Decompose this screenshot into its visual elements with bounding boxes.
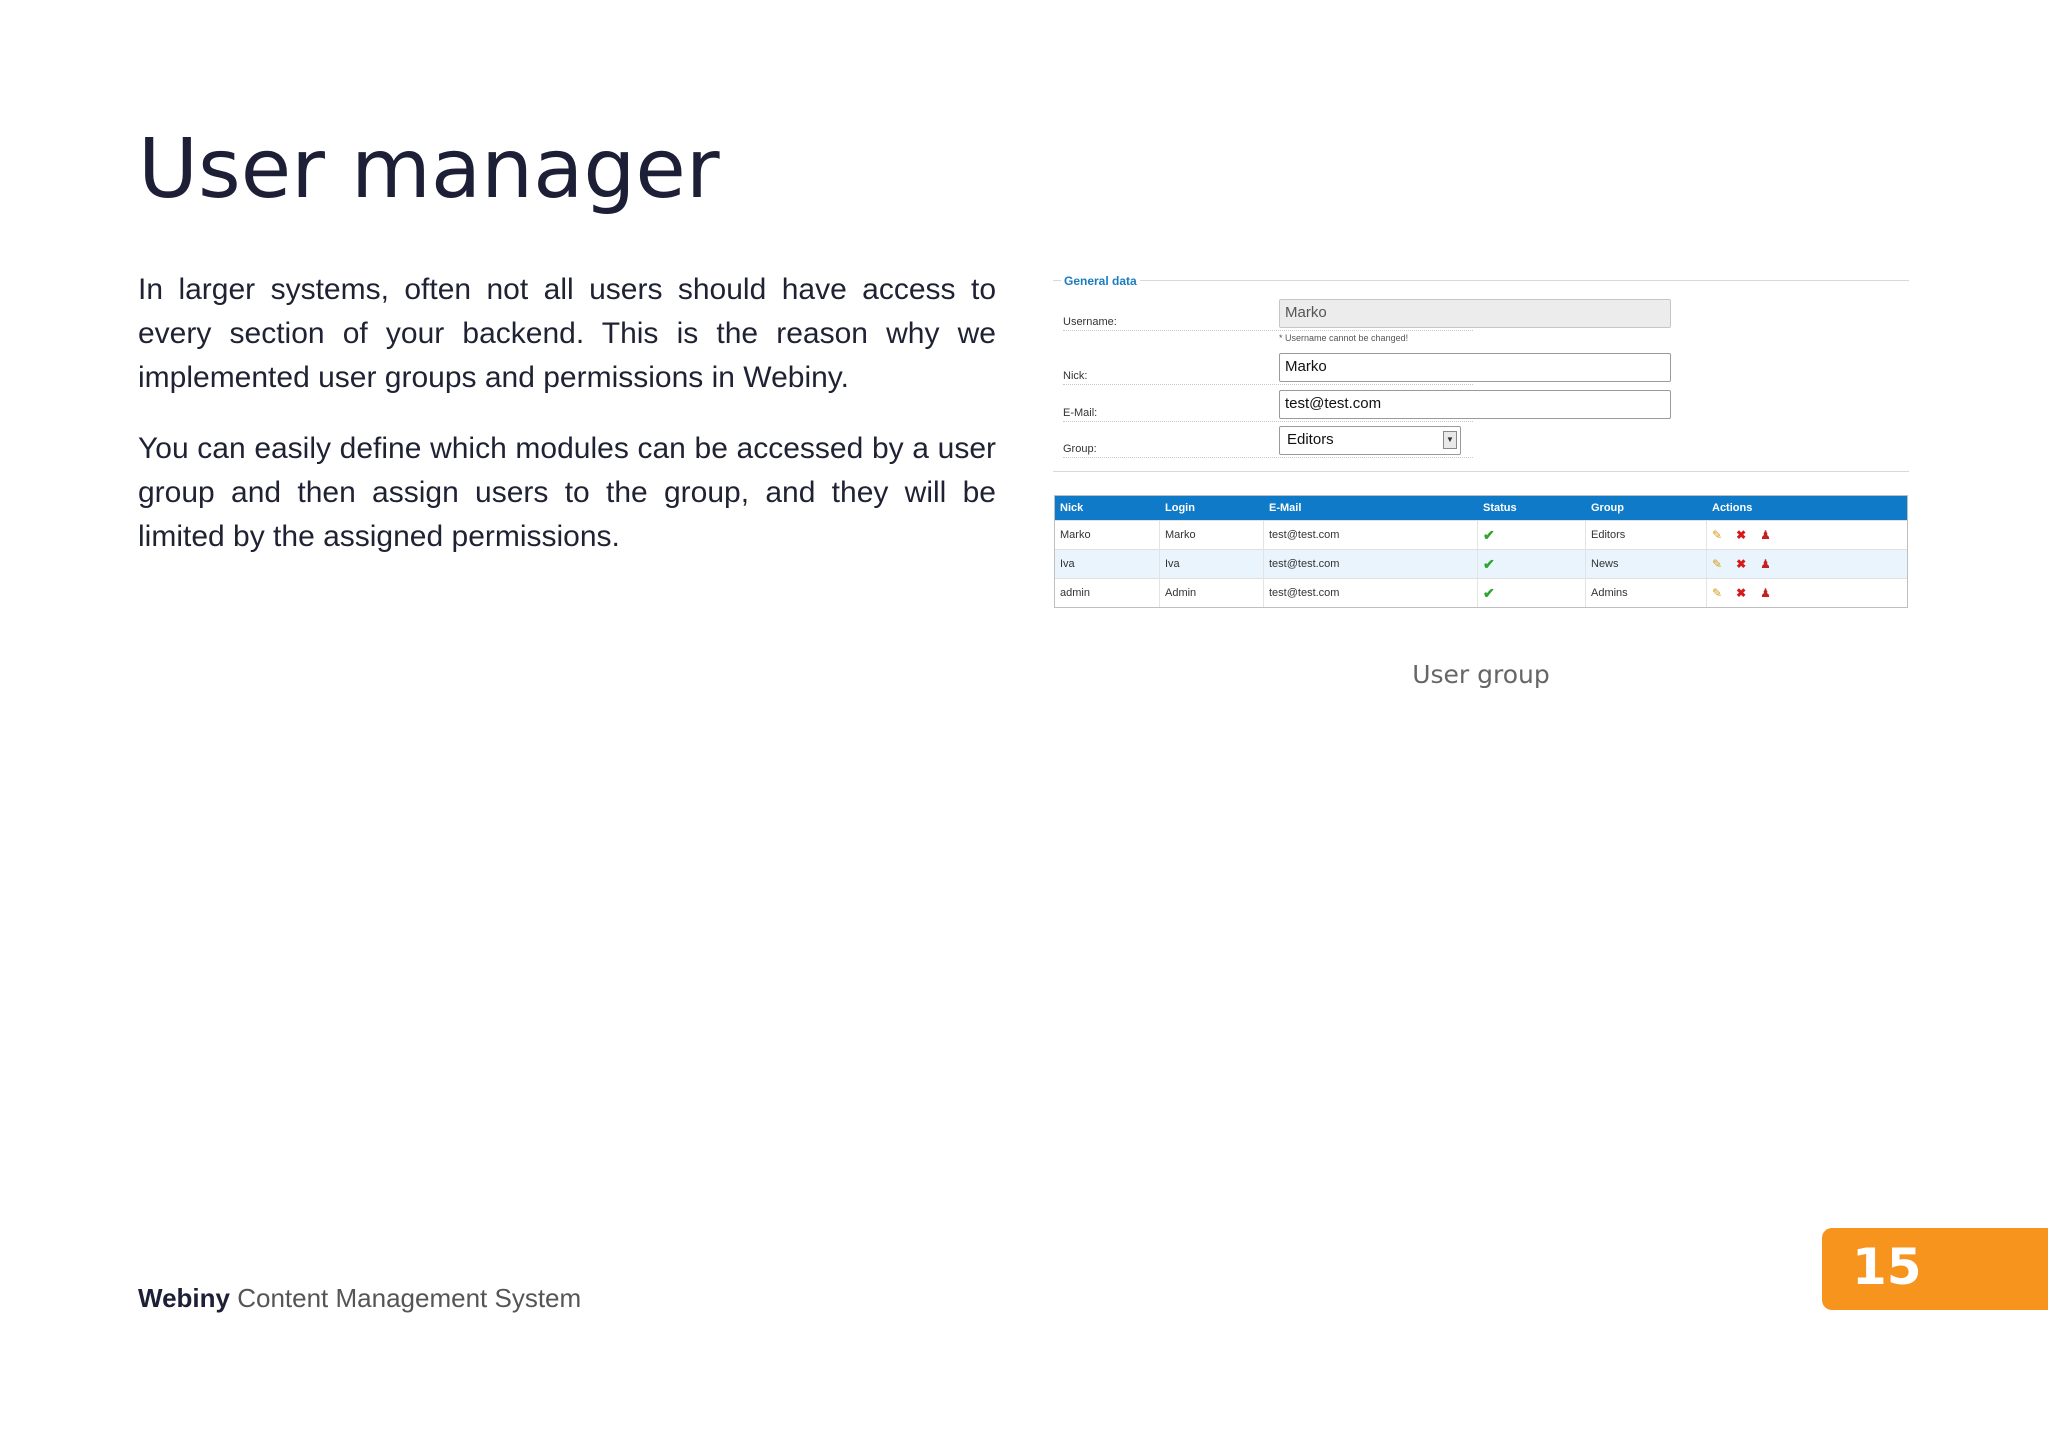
cell-nick: admin	[1055, 579, 1160, 607]
cell-actions	[1707, 579, 1907, 607]
column-header-status[interactable]: Status	[1483, 502, 1517, 514]
footer-text: Content Management System	[229, 1283, 582, 1313]
cell-login: Admin	[1160, 579, 1264, 607]
column-header-login[interactable]: Login	[1165, 502, 1195, 514]
cell-email: test@test.com	[1264, 579, 1478, 607]
edit-icon[interactable]: ✎	[1712, 528, 1723, 542]
general-data-fieldset	[1053, 274, 1909, 472]
user-permissions-icon[interactable]: ♟	[1760, 528, 1771, 542]
check-icon: ✔	[1483, 584, 1495, 601]
delete-icon[interactable]: ✖	[1736, 528, 1747, 542]
users-table	[1054, 495, 1908, 608]
cell-nick: Iva	[1055, 550, 1160, 578]
cell-nick: Marko	[1055, 521, 1160, 549]
nick-row	[1053, 353, 1909, 385]
fieldset-legend: General data	[1061, 274, 1140, 288]
check-icon: ✔	[1483, 526, 1495, 543]
cell-email: test@test.com	[1264, 521, 1478, 549]
email-input[interactable]: test@test.com	[1279, 390, 1671, 419]
group-select[interactable]	[1279, 426, 1461, 455]
username-row	[1053, 299, 1909, 331]
cell-group: News	[1586, 550, 1707, 578]
cell-email: test@test.com	[1264, 550, 1478, 578]
cell-actions	[1707, 521, 1907, 549]
cell-login: Iva	[1160, 550, 1264, 578]
column-header-group[interactable]: Group	[1591, 502, 1624, 514]
footer	[138, 1283, 581, 1314]
table-row[interactable]	[1055, 578, 1907, 607]
group-row	[1053, 426, 1909, 458]
figure-caption: User group	[1412, 660, 1550, 689]
footer-brand: Webiny	[138, 1283, 230, 1313]
cell-status	[1478, 521, 1586, 549]
cell-group: Admins	[1586, 579, 1707, 607]
check-icon: ✔	[1483, 555, 1495, 572]
table-header	[1055, 496, 1907, 520]
page-number-badge	[1822, 1228, 2048, 1310]
delete-icon[interactable]: ✖	[1736, 586, 1747, 600]
page-number: 15	[1852, 1238, 1922, 1296]
cell-login: Marko	[1160, 521, 1264, 549]
cell-actions	[1707, 550, 1907, 578]
group-label: Group:	[1063, 443, 1473, 458]
cell-status	[1478, 579, 1586, 607]
username-input[interactable]: Marko	[1279, 299, 1671, 328]
column-header-nick[interactable]: Nick	[1060, 502, 1084, 514]
delete-icon[interactable]: ✖	[1736, 557, 1747, 571]
user-permissions-icon[interactable]: ♟	[1760, 586, 1771, 600]
edit-icon[interactable]: ✎	[1712, 557, 1723, 571]
table-row[interactable]	[1055, 549, 1907, 578]
table-row[interactable]	[1055, 520, 1907, 549]
paragraph-2: You can easily define which modules can be accessed by a user group and then assign users to the group, and they will be limited by the assigned permissions.	[138, 432, 996, 553]
page-title: User manager	[138, 122, 720, 217]
column-header-actions: Actions	[1712, 502, 1753, 514]
user-permissions-icon[interactable]: ♟	[1760, 557, 1771, 571]
paragraph-1: In larger systems, often not all users should have access to every section of your backend. This is the reason why we implemented user groups and permissions in Webiny.	[138, 273, 996, 394]
nick-label: Nick:	[1063, 370, 1473, 385]
edit-icon[interactable]: ✎	[1712, 586, 1723, 600]
group-select-value: Editors	[1287, 431, 1334, 448]
email-row	[1053, 390, 1909, 422]
column-header-email[interactable]: E-Mail	[1269, 502, 1302, 514]
chevron-down-icon[interactable]: ▼	[1443, 431, 1457, 449]
cell-group: Editors	[1586, 521, 1707, 549]
body-text	[138, 268, 996, 586]
user-form-screenshot	[1053, 272, 1909, 612]
cell-status	[1478, 550, 1586, 578]
nick-input[interactable]: Marko	[1279, 353, 1671, 382]
username-hint: * Username cannot be changed!	[1279, 333, 1409, 343]
username-label: Username:	[1063, 316, 1473, 331]
email-label: E-Mail:	[1063, 407, 1473, 422]
